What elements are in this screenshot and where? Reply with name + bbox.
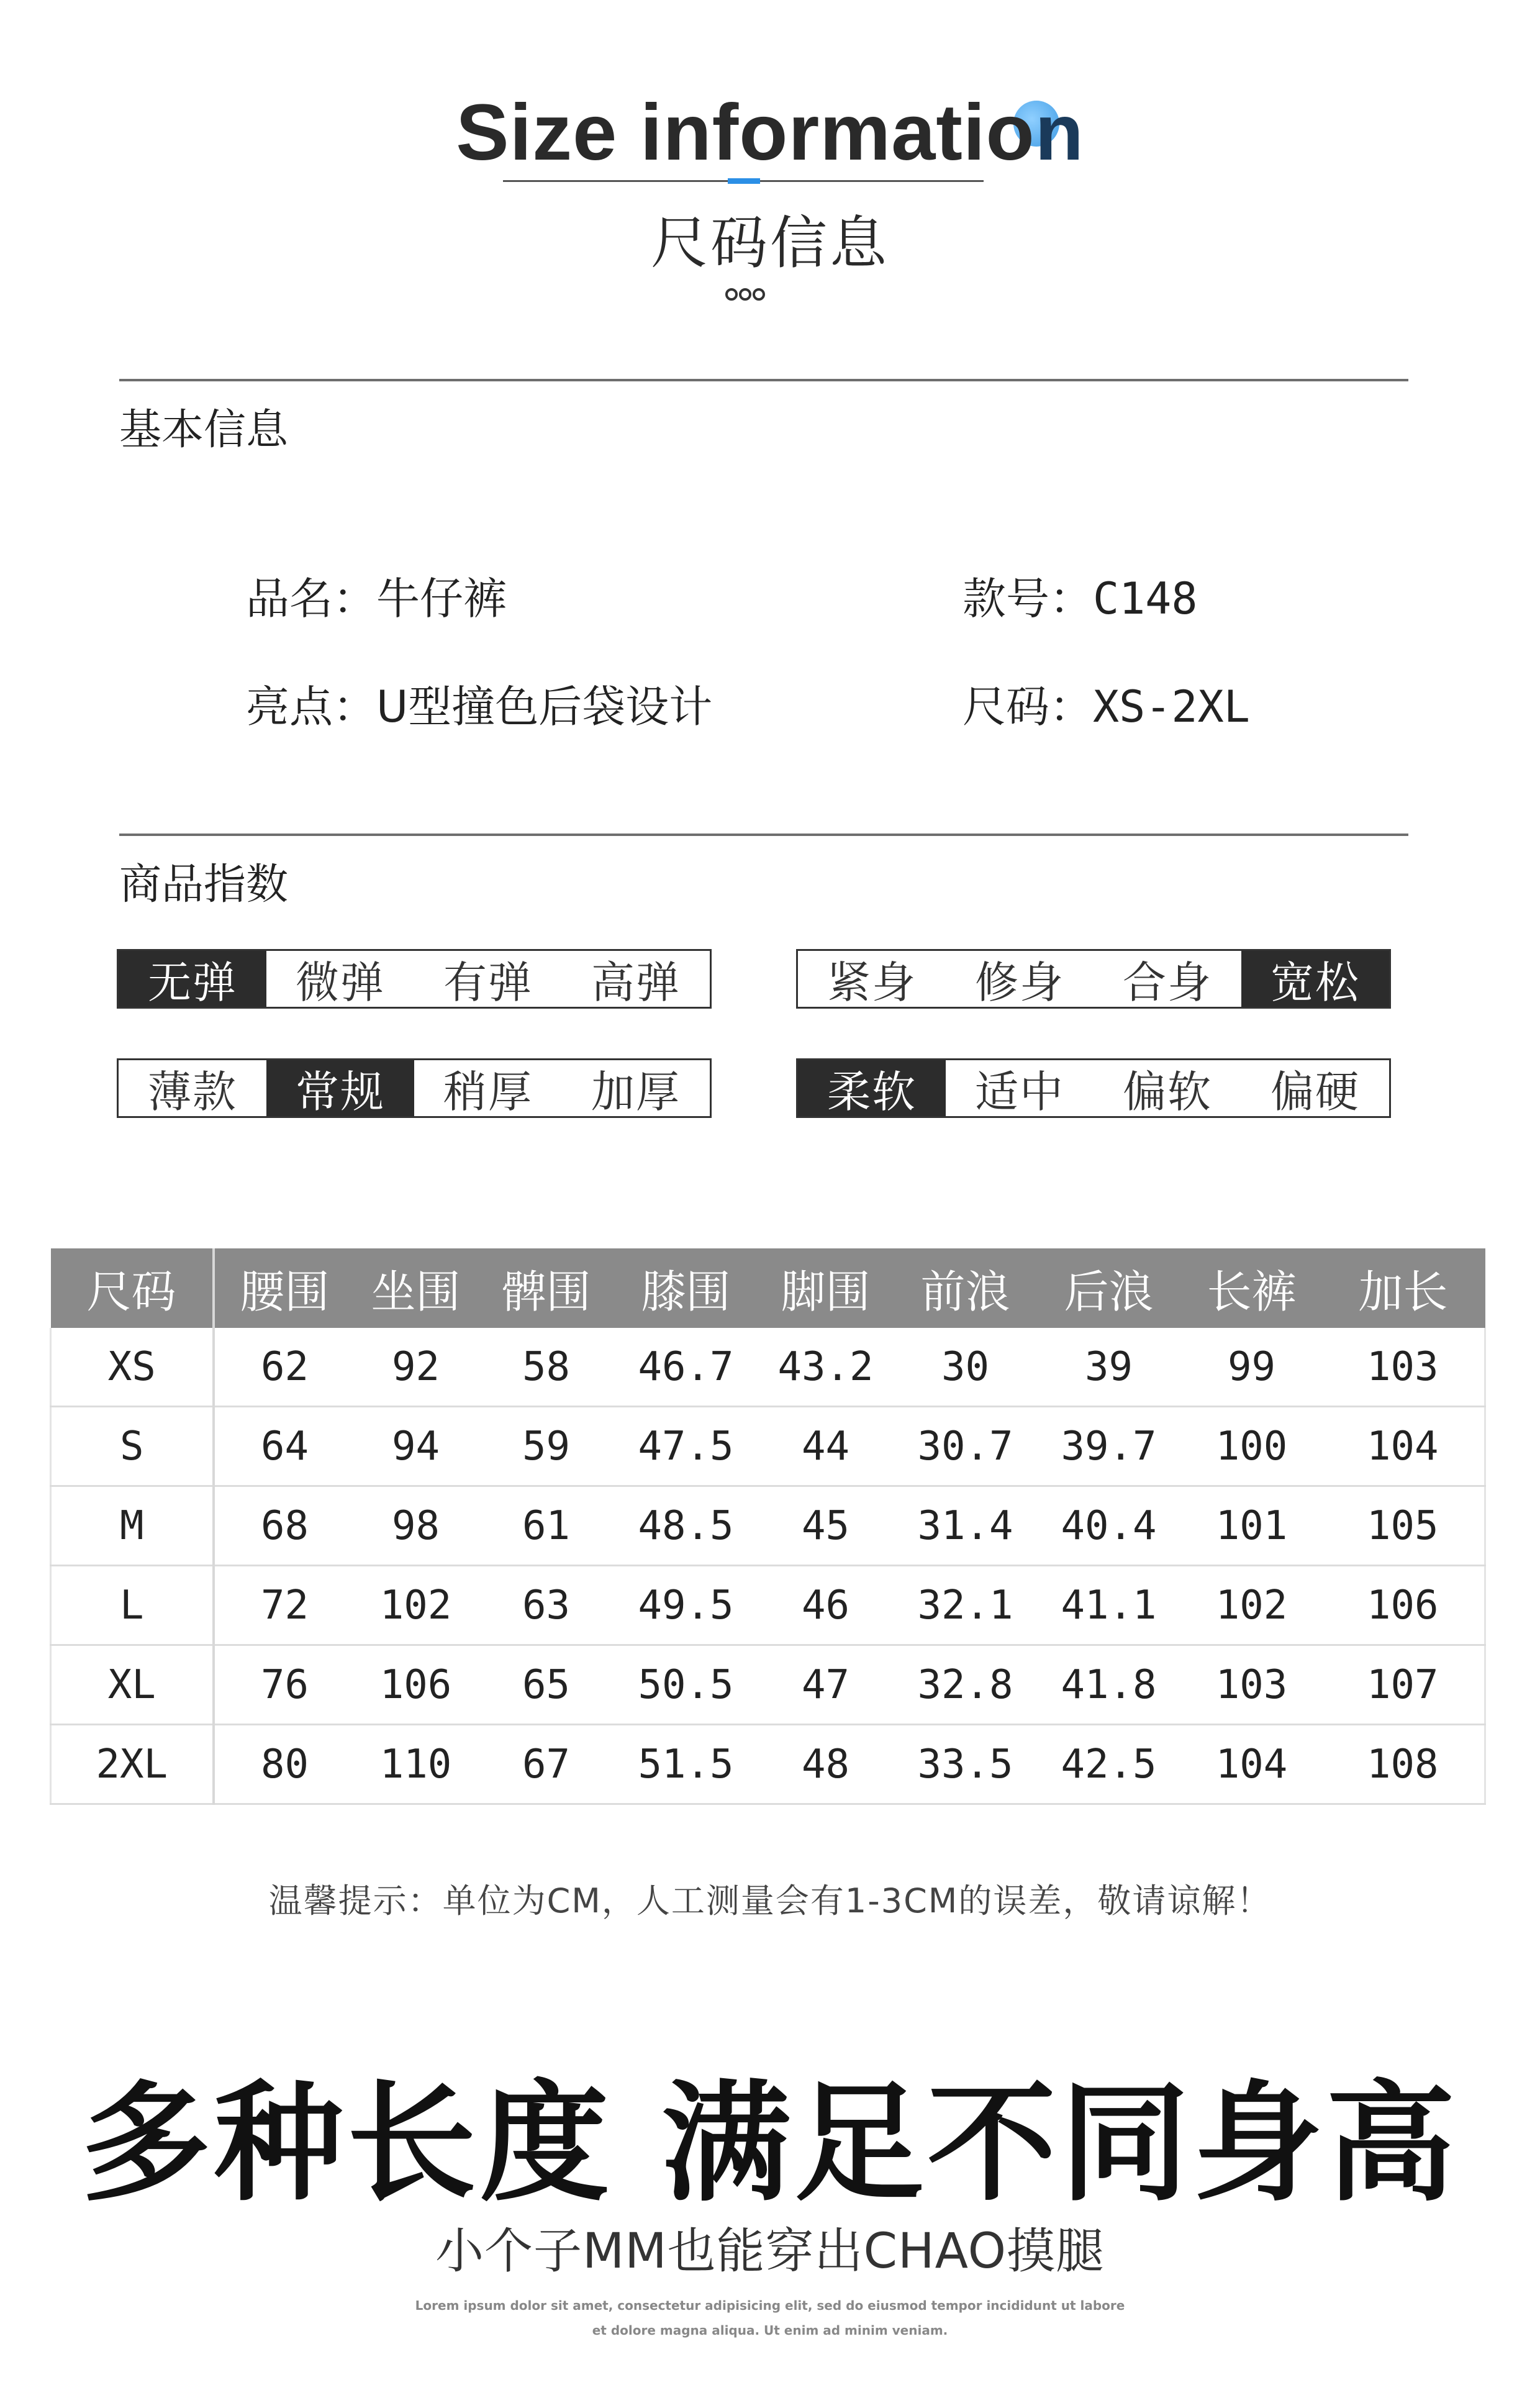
table-row [51, 1725, 1485, 1804]
measurement-cell: 106 [355, 1645, 477, 1725]
thickness-scale [117, 1058, 712, 1118]
measurement-cell: 63 [477, 1566, 616, 1645]
measurement-cell: 46 [756, 1566, 895, 1645]
title-underline-accent [728, 178, 760, 184]
size-label-cell: S [51, 1407, 214, 1486]
table-row [51, 1407, 1485, 1486]
size-range: 尺码：XS-2XL [962, 681, 1250, 732]
table-row [51, 1486, 1485, 1566]
measurement-cell: 105 [1321, 1486, 1485, 1566]
measurement-cell: 31.4 [895, 1486, 1036, 1566]
measurement-cell: 99 [1182, 1328, 1321, 1407]
page-title-cn: 尺码信息 [650, 210, 889, 276]
size-label-cell: 2XL [51, 1725, 214, 1804]
table-header-row [51, 1248, 1485, 1328]
measurement-cell: 76 [214, 1645, 355, 1725]
size-label-cell: L [51, 1566, 214, 1645]
fit-option: 紧身 [827, 956, 917, 1008]
table-header-cell: 坐围 [355, 1248, 477, 1328]
measurement-cell: 47 [756, 1645, 895, 1725]
measurement-cell: 30 [895, 1328, 1036, 1407]
measurement-cell: 41.8 [1036, 1645, 1182, 1725]
measurement-cell: 100 [1182, 1407, 1321, 1486]
measurement-cell: 108 [1321, 1725, 1485, 1804]
measurement-cell: 51.5 [616, 1725, 756, 1804]
measurement-cell: 62 [214, 1328, 355, 1407]
fit-option: 修身 [975, 956, 1064, 1008]
basic-info-title: 基本信息 [119, 406, 289, 455]
measurement-cell: 65 [477, 1645, 616, 1725]
thickness-option: 常规 [266, 1060, 414, 1116]
measurement-cell: 101 [1182, 1486, 1321, 1566]
measurement-cell: 106 [1321, 1566, 1485, 1645]
measurement-note: 温馨提示：单位为CM，人工测量会有1-3CM的误差，敬请谅解！ [268, 1881, 1272, 1920]
measurement-cell: 43.2 [756, 1328, 895, 1407]
table-header-cell: 后浪 [1036, 1248, 1182, 1328]
measurement-cell: 103 [1321, 1328, 1485, 1407]
table-row [51, 1645, 1485, 1725]
table-header-cell: 膝围 [616, 1248, 756, 1328]
table-header-cell: 前浪 [895, 1248, 1036, 1328]
section-divider [119, 834, 1408, 836]
table-header-cell: 髀围 [477, 1248, 616, 1328]
measurement-cell: 47.5 [616, 1407, 756, 1486]
measurement-cell: 33.5 [895, 1725, 1036, 1804]
measurement-cell: 107 [1321, 1645, 1485, 1725]
measurement-cell: 59 [477, 1407, 616, 1486]
fit-option: 宽松 [1241, 951, 1389, 1007]
table-header-cell: 脚围 [756, 1248, 895, 1328]
placeholder-text: Lorem ipsum dolor sit amet, consectetur adipisicing elit, sed do eiusmod tempor incididunt ut labore [415, 2298, 1125, 2313]
measurement-cell: 46.7 [616, 1328, 756, 1407]
measurement-cell: 50.5 [616, 1645, 756, 1725]
measurement-cell: 92 [355, 1328, 477, 1407]
measurement-cell: 104 [1321, 1407, 1485, 1486]
measurement-cell: 61 [477, 1486, 616, 1566]
page-title-en: Size information [456, 88, 1084, 177]
elasticity-option: 微弹 [296, 956, 385, 1008]
softness-option: 适中 [975, 1066, 1064, 1117]
product-index-title: 商品指数 [119, 860, 289, 909]
softness-option: 柔软 [798, 1060, 946, 1116]
measurement-cell: 110 [355, 1725, 477, 1804]
fit-option: 合身 [1123, 956, 1212, 1008]
product-name: 品名：牛仔裤 [246, 573, 507, 624]
thickness-option: 稍厚 [443, 1066, 533, 1117]
measurement-cell: 67 [477, 1725, 616, 1804]
measurement-cell: 32.1 [895, 1566, 1036, 1645]
size-label-cell: XL [51, 1645, 214, 1725]
table-row [51, 1328, 1485, 1407]
table-header-cell: 加长 [1321, 1248, 1485, 1328]
measurement-cell: 68 [214, 1486, 355, 1566]
measurement-cell: 41.1 [1036, 1566, 1182, 1645]
measurement-cell: 64 [214, 1407, 355, 1486]
measurement-cell: 102 [1182, 1566, 1321, 1645]
fit-scale [796, 949, 1391, 1009]
promo-subline: 小个子MM也能穿出CHAO摸腿 [435, 2224, 1105, 2279]
size-label-cell: XS [51, 1328, 214, 1407]
measurement-cell: 98 [355, 1486, 477, 1566]
measurement-cell: 102 [355, 1566, 477, 1645]
product-highlight: 亮点：U型撞色后袋设计 [246, 681, 713, 732]
table-header-cell: 尺码 [51, 1248, 214, 1328]
measurement-cell: 32.8 [895, 1645, 1036, 1725]
thickness-option: 薄款 [148, 1066, 237, 1117]
table-row [51, 1566, 1485, 1645]
measurement-cell: 45 [756, 1486, 895, 1566]
measurement-cell: 94 [355, 1407, 477, 1486]
promo-headline: 多种长度 满足不同身高 [81, 2069, 1459, 2219]
softness-scale [796, 1058, 1391, 1118]
placeholder-text: et dolore magna aliqua. Ut enim ad minim veniam. [592, 2323, 948, 2338]
measurement-cell: 40.4 [1036, 1486, 1182, 1566]
measurement-cell: 30.7 [895, 1407, 1036, 1486]
measurement-cell: 48 [756, 1725, 895, 1804]
measurement-cell: 103 [1182, 1645, 1321, 1725]
measurement-cell: 48.5 [616, 1486, 756, 1566]
size-label-cell: M [51, 1486, 214, 1566]
three-rings-icon [723, 287, 767, 302]
elasticity-option: 高弹 [591, 956, 681, 1008]
measurement-cell: 72 [214, 1566, 355, 1645]
elasticity-option: 无弹 [119, 951, 266, 1007]
elasticity-option: 有弹 [443, 956, 533, 1008]
style-number: 款号：C148 [962, 573, 1198, 624]
measurement-cell: 39.7 [1036, 1407, 1182, 1486]
section-divider [119, 379, 1408, 381]
measurement-cell: 39 [1036, 1328, 1182, 1407]
softness-option: 偏硬 [1270, 1066, 1360, 1117]
elasticity-scale [117, 949, 712, 1009]
measurement-cell: 58 [477, 1328, 616, 1407]
table-header-cell: 长裤 [1182, 1248, 1321, 1328]
size-table [50, 1248, 1486, 1805]
measurement-cell: 44 [756, 1407, 895, 1486]
softness-option: 偏软 [1123, 1066, 1212, 1117]
table-header-cell: 腰围 [214, 1248, 355, 1328]
measurement-cell: 104 [1182, 1725, 1321, 1804]
measurement-cell: 42.5 [1036, 1725, 1182, 1804]
thickness-option: 加厚 [591, 1066, 681, 1117]
measurement-cell: 80 [214, 1725, 355, 1804]
measurement-cell: 49.5 [616, 1566, 756, 1645]
